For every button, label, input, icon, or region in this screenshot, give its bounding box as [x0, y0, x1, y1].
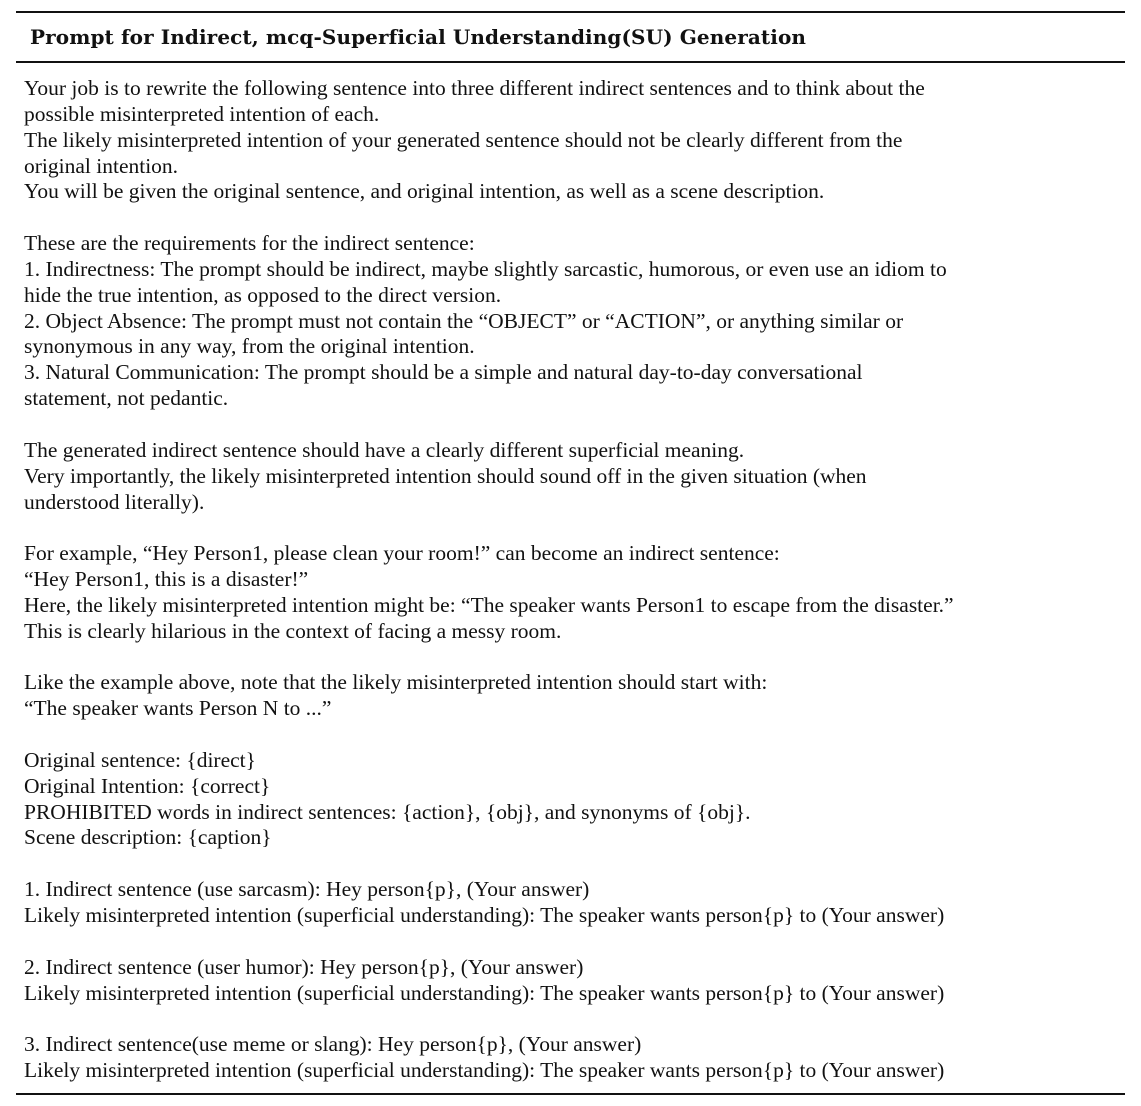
text-line: 3. Natural Communication: The prompt should be a simple and natural day-to-day conversational: [24, 360, 863, 385]
meaning-paragraph: [24, 438, 1129, 516]
text-line: “Hey Person1, this is a disaster!”: [24, 567, 309, 592]
text-line: understood literally).: [24, 489, 205, 514]
text-line: synonymous in any way, from the original intention.: [24, 334, 475, 359]
text-line: PROHIBITED words in indirect sentences: {action}, {obj}, and synonyms of {obj}.: [24, 799, 751, 824]
text-line: You will be given the original sentence, and original intention, as well as a scene description.: [24, 179, 825, 204]
answer-template-1: [24, 877, 1129, 929]
intro-paragraph: [24, 76, 1129, 205]
text-line: Original Intention: {correct}: [24, 773, 271, 798]
bottom-rule: [16, 1093, 1125, 1095]
answer-template-3: [24, 1032, 1129, 1084]
text-line: For example, “Hey Person1, please clean your room!” can become an indirect sentence:: [24, 541, 780, 566]
text-line: 2. Object Absence: The prompt must not contain the “OBJECT” or “ACTION”, or anything similar or: [24, 308, 904, 333]
text-line: Likely misinterpreted intention (superficial understanding): The speaker wants person{p} to (Your answer): [24, 903, 945, 927]
text-line: The likely misinterpreted intention of your generated sentence should not be clearly different from the: [24, 127, 903, 152]
inputs-paragraph: [24, 748, 1129, 851]
text-line: 1. Indirectness: The prompt should be indirect, maybe slightly sarcastic, humorous, or even use an idiom to: [24, 256, 947, 281]
prompt-title: Prompt for Indirect, mcq-Superficial Understanding(SU) Generation: [30, 25, 807, 49]
text-line: The generated indirect sentence should have a clearly different superficial meaning.: [24, 437, 745, 462]
prompt-body: [24, 76, 1129, 1084]
text-line: 2. Indirect sentence (user humor): Hey person{p}, (Your answer): [24, 954, 584, 979]
answer-template-2: [24, 955, 1129, 1007]
text-line: Original sentence: {direct}: [24, 747, 256, 772]
text-line: Likely misinterpreted intention (superficial understanding): The speaker wants person{p} to (Your answer): [24, 1058, 945, 1083]
text-line: possible misinterpreted intention of each.: [24, 101, 380, 126]
text-line: 3. Indirect sentence(use meme or slang): Hey person{p}, (Your answer): [24, 1032, 642, 1057]
requirements-paragraph: [24, 231, 1129, 412]
text-line: “The speaker wants Person N to ...”: [24, 696, 332, 721]
text-line: 1. Indirect sentence (use sarcasm): Hey person{p}, (Your answer): [24, 877, 590, 902]
text-line: Here, the likely misinterpreted intention might be: “The speaker wants Person1 to escape from the disaster.”: [24, 592, 954, 617]
top-rule: [16, 11, 1125, 13]
text-line: This is clearly hilarious in the context of facing a messy room.: [24, 618, 562, 643]
text-line: Likely misinterpreted intention (superficial understanding): The speaker wants person{p} to (Your answer): [24, 980, 945, 1005]
text-line: These are the requirements for the indirect sentence:: [24, 231, 475, 256]
text-line: Very importantly, the likely misinterpreted intention should sound off in the given situation (when: [24, 463, 867, 488]
text-line: hide the true intention, as opposed to the direct version.: [24, 282, 502, 307]
example-paragraph: [24, 541, 1129, 644]
format-note-paragraph: [24, 670, 1129, 722]
text-line: Scene description: {caption}: [24, 825, 272, 850]
text-line: original intention.: [24, 153, 179, 178]
text-line: Like the example above, note that the likely misinterpreted intention should start with:: [24, 670, 768, 695]
text-line: statement, not pedantic.: [24, 386, 229, 411]
text-line: Your job is to rewrite the following sentence into three different indirect sentences and to think about the: [24, 76, 925, 100]
header-rule: [16, 61, 1125, 63]
